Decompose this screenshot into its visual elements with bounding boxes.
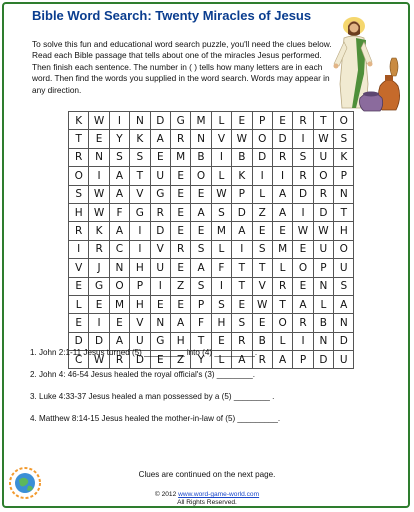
clue-1: 1. John 2:1-11 Jesus turned (5) _________ into (4) _________. [30,348,258,357]
grid-cell: Z [170,277,190,295]
grid-cell: G [150,332,170,350]
grid-cell: G [130,203,150,221]
grid-cell: N [89,148,109,166]
grid-cell: R [109,351,129,369]
grid-cell: T [69,130,89,148]
grid-cell: W [293,222,313,240]
grid-cell: A [293,295,313,313]
grid-cell: R [89,240,109,258]
grid-cell: N [313,332,333,350]
grid-cell: F [109,203,129,221]
grid-cell: M [211,222,231,240]
grid-cell: W [232,130,252,148]
grid-cell: D [232,203,252,221]
grid-cell: I [293,332,313,350]
word-search-grid [68,111,354,369]
grid-cell: E [170,203,190,221]
grid-cell: H [211,314,231,332]
grid-cell: E [232,112,252,130]
grid-cell: V [130,185,150,203]
grid-cell: D [89,332,109,350]
grid-cell: O [313,167,333,185]
grid-cell: T [191,332,211,350]
grid-cell: A [191,259,211,277]
grid-cell: U [313,148,333,166]
grid-cell: Y [191,351,211,369]
grid-cell: L [252,185,272,203]
grid-row [69,277,354,295]
grid-cell: I [130,222,150,240]
grid-cell: E [272,222,292,240]
grid-cell: N [150,314,170,332]
grid-cell: R [252,351,272,369]
grid-cell: P [232,185,252,203]
rights-text: All Rights Reserved. [177,499,237,506]
grid-cell: I [69,240,89,258]
page-title: Bible Word Search: Twenty Miracles of Jesus [32,8,312,23]
grid-cell: I [293,130,313,148]
grid-cell: L [69,295,89,313]
grid-cell: M [191,112,211,130]
grid-cell: B [232,148,252,166]
grid-cell: D [69,332,89,350]
grid-cell: E [191,222,211,240]
grid-cell: Z [252,203,272,221]
grid-cell: O [334,112,354,130]
grid-cell: I [272,167,292,185]
copyright-text: © 2012 [154,491,179,498]
grid-cell: D [293,185,313,203]
grid-cell: P [130,277,150,295]
grid-cell: S [211,295,231,313]
grid-cell: R [69,222,89,240]
grid-cell: O [109,277,129,295]
grid-cell: A [232,222,252,240]
grid-cell: K [334,148,354,166]
grid-cell: D [252,148,272,166]
grid-cell: T [334,203,354,221]
grid-cell: Z [170,351,190,369]
grid-cell: P [334,167,354,185]
grid-cell: R [293,314,313,332]
continued-note: Clues are continued on the next page. [138,470,276,479]
grid-row [69,130,354,148]
grid-row [69,203,354,221]
grid-cell: T [252,259,272,277]
grid-cell: S [252,240,272,258]
grid-cell: E [170,295,190,313]
grid-cell: E [69,277,89,295]
grid-cell: D [150,112,170,130]
grid-cell: N [130,112,150,130]
grid-cell: W [89,203,109,221]
grid-cell: E [170,167,190,185]
grid-cell: A [272,351,292,369]
grid-cell: V [130,314,150,332]
grid-cell: E [89,130,109,148]
grid-cell: C [109,240,129,258]
footer [0,491,414,507]
grid-cell: B [191,148,211,166]
grid-cell: W [211,185,231,203]
grid-cell: R [232,332,252,350]
grid-cell: B [313,314,333,332]
grid-cell: W [89,185,109,203]
grid-cell: I [232,240,252,258]
grid-cell: T [232,277,252,295]
grid-cell: A [109,332,129,350]
clue-3: 3. Luke 4:33-37 Jesus healed a man possessed by a (5) ________ . [30,392,275,401]
grid-cell: G [150,185,170,203]
jesus-illustration-icon [326,14,404,114]
grid-cell: E [211,332,231,350]
grid-cell: S [109,148,129,166]
grid-cell: I [89,167,109,185]
grid-cell: L [272,259,292,277]
grid-cell: L [313,295,333,313]
grid-cell: R [170,240,190,258]
grid-cell: I [293,203,313,221]
grid-cell: H [130,295,150,313]
grid-cell: N [313,277,333,295]
grid-cell: N [191,130,211,148]
grid-cell: E [170,259,190,277]
grid-cell: M [170,148,190,166]
grid-cell: W [89,112,109,130]
grid-cell: I [211,148,231,166]
grid-cell: R [313,185,333,203]
grid-cell: O [69,167,89,185]
grid-cell: S [191,277,211,295]
grid-cell: E [252,314,272,332]
grid-cell: R [272,277,292,295]
grid-cell: V [150,240,170,258]
grid-cell: A [170,314,190,332]
website-link[interactable]: www.word-game-world.com [178,491,260,498]
grid-cell: A [272,203,292,221]
grid-cell: L [272,332,292,350]
grid-cell: A [272,185,292,203]
grid-cell: I [252,167,272,185]
grid-cell: E [191,185,211,203]
grid-row [69,112,354,130]
grid-cell: R [293,167,313,185]
grid-row [69,185,354,203]
grid-cell: V [252,277,272,295]
grid-cell: U [334,351,354,369]
clue-2: 2. John 4: 46-54 Jesus healed the royal official's (3) ________. [30,370,256,379]
grid-cell: K [69,112,89,130]
grid-cell: O [293,259,313,277]
grid-cell: U [313,240,333,258]
grid-cell: K [89,222,109,240]
grid-cell: D [334,332,354,350]
grid-cell: E [109,314,129,332]
grid-cell: E [293,277,313,295]
grid-cell: U [334,259,354,277]
grid-cell: D [150,222,170,240]
grid-cell: W [313,222,333,240]
grid-cell: W [313,130,333,148]
grid-cell: D [272,130,292,148]
grid-cell: E [150,295,170,313]
grid-cell: T [130,167,150,185]
grid-cell: A [232,351,252,369]
grid-cell: I [130,240,150,258]
grid-cell: P [191,295,211,313]
grid-cell: A [191,203,211,221]
grid-cell: N [109,259,129,277]
grid-cell: A [109,167,129,185]
grid-cell: L [211,167,231,185]
grid-cell: O [191,167,211,185]
grid-cell: T [272,295,292,313]
grid-cell: R [293,112,313,130]
grid-cell: O [334,240,354,258]
grid-row [69,148,354,166]
grid-row [69,240,354,258]
grid-row [69,259,354,277]
grid-cell: I [89,314,109,332]
grid-cell: M [109,295,129,313]
clue-4: 4. Matthew 8:14-15 Jesus healed the mother-in-law of (5) _________. [30,414,281,423]
grid-row [69,222,354,240]
grid-cell: A [334,295,354,313]
grid-cell: W [252,295,272,313]
instructions-paragraph: To solve this fun and educational word search puzzle, you'll need the clues below. Read each Bible passage that tells about one of the miracles Jesus performed. Then finish each sentence. The number in ( ) tells how many letters are in each word. Then find the words you supplied in the word search. Words may appear in any direction. [32,39,332,95]
grid-cell: P [313,259,333,277]
grid-cell: G [170,112,190,130]
grid-cell: F [211,259,231,277]
grid-cell: D [313,203,333,221]
grid-cell: O [252,130,272,148]
grid-cell: K [232,167,252,185]
grid-cell: G [89,277,109,295]
grid-cell: T [232,259,252,277]
grid-cell: C [69,351,89,369]
grid-cell: R [170,130,190,148]
grid-cell: E [170,222,190,240]
grid-cell: I [211,277,231,295]
grid-cell: E [293,240,313,258]
grid-cell: E [170,185,190,203]
grid-cell: D [130,351,150,369]
grid-cell: S [191,240,211,258]
grid-cell: M [272,240,292,258]
grid-cell: O [272,314,292,332]
grid-cell: P [293,351,313,369]
grid-cell: S [334,130,354,148]
grid-cell: P [252,112,272,130]
grid-cell: H [130,259,150,277]
grid-cell: V [211,130,231,148]
grid-cell: S [334,277,354,295]
grid-cell: A [109,222,129,240]
grid-cell: A [150,130,170,148]
grid-cell: E [272,112,292,130]
grid-cell: N [334,314,354,332]
grid-row [69,314,354,332]
grid-cell: I [150,277,170,295]
grid-cell: L [211,240,231,258]
grid-cell: U [150,167,170,185]
grid-cell: L [211,351,231,369]
grid-cell: S [211,203,231,221]
grid-cell: E [150,351,170,369]
grid-cell: A [109,185,129,203]
grid-cell: H [334,222,354,240]
grid-cell: S [293,148,313,166]
grid-cell: U [150,259,170,277]
grid-cell: E [89,295,109,313]
grid-row [69,167,354,185]
grid-cell: V [69,259,89,277]
grid-cell: R [150,203,170,221]
grid-cell: B [252,332,272,350]
grid-cell: E [232,295,252,313]
grid-cell: E [252,222,272,240]
grid-cell: L [211,112,231,130]
grid-cell: J [89,259,109,277]
grid-cell: R [69,148,89,166]
grid-cell: T [313,112,333,130]
grid-cell: E [69,314,89,332]
grid-cell: D [313,351,333,369]
grid-cell: S [130,148,150,166]
grid-cell: W [89,351,109,369]
grid-cell: E [150,148,170,166]
grid-cell: H [170,332,190,350]
grid-cell: N [334,185,354,203]
grid-cell: Y [109,130,129,148]
grid-cell: S [69,185,89,203]
grid-cell: F [191,314,211,332]
grid-row [69,295,354,313]
grid-cell: I [109,112,129,130]
grid-cell: U [130,332,150,350]
grid-cell: H [69,203,89,221]
grid-cell: S [232,314,252,332]
grid-cell: K [130,130,150,148]
clues-list [30,348,390,436]
grid-cell: R [272,148,292,166]
